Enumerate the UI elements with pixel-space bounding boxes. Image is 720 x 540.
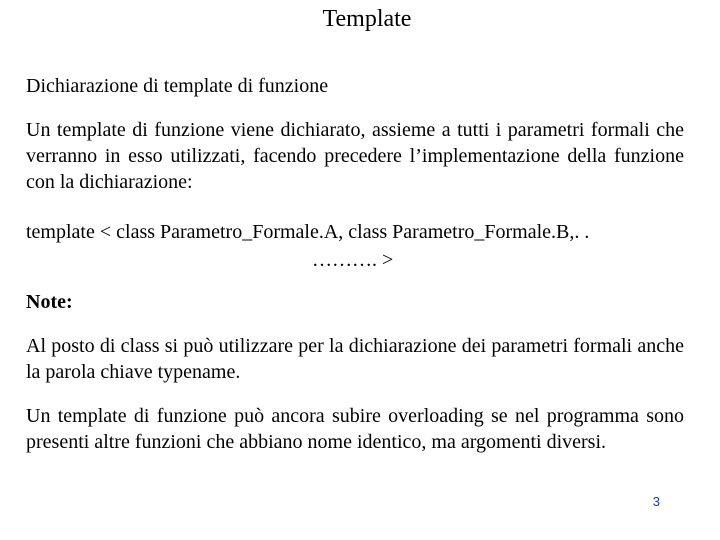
page-number: 3 — [652, 494, 660, 509]
slide-title: Template — [322, 6, 412, 32]
note-overloading: Un template di funzione può ancora subire overloading se nel programma sono presenti altre funzioni che abbiano nome identico, ma argomenti diversi. — [26, 405, 684, 453]
notes-heading: Note: — [26, 291, 73, 313]
note-typename: Al posto di class si può utilizzare per la dichiarazione dei parametri formali anche la parola chiave typename. — [26, 335, 684, 383]
section-heading: Dichiarazione di template di funzione — [26, 75, 329, 97]
template-syntax-line-2: ………. > — [312, 249, 394, 271]
intro-paragraph: Un template di funzione viene dichiarato, assieme a tutti i parametri formali che verranno in esso utilizzati, facendo precedere l’implementazione della funzione con la dichiarazione: — [26, 119, 684, 193]
template-syntax-line-1: template < class Parametro_Formale.A, class Parametro_Formale.B,. . — [26, 221, 590, 243]
